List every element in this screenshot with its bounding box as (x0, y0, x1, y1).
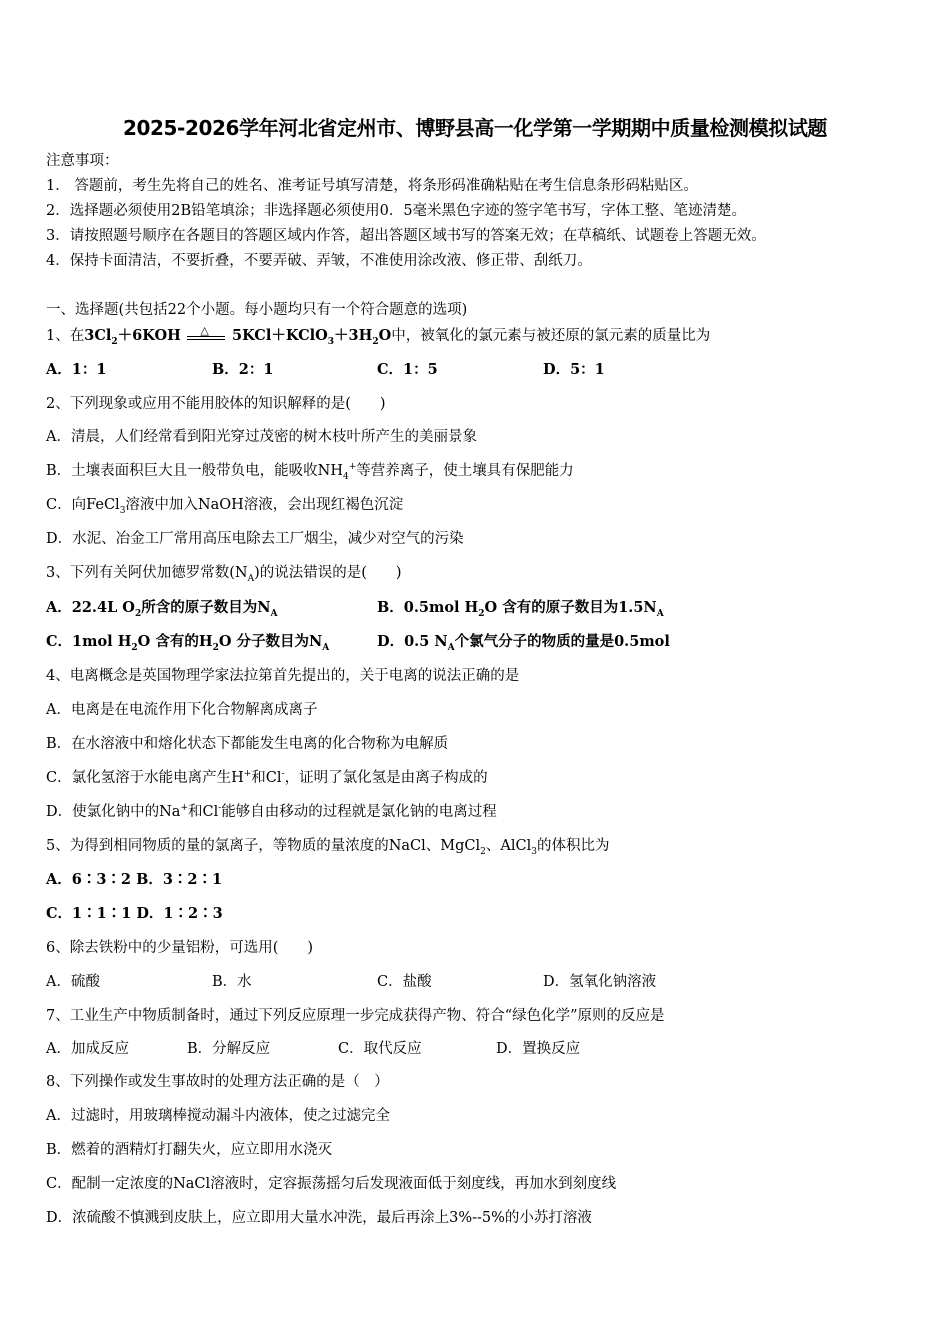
notice-heading: 注意事项： (46, 153, 119, 169)
q6-option-a: A．硫酸 (46, 974, 100, 990)
q4-option-c: C．氯化氢溶于水能电离产生H+和Cl-，证明了氯化氢是由离子构成的 (46, 769, 488, 786)
q4-option-a: A．电离是在电流作用下化合物解离成离子 (46, 702, 318, 718)
question-3-stem: 3、下列有关阿伏加德罗常数$(N_A)$的说法错误的是( ) (46, 565, 402, 584)
question-8-stem: 8、下列操作或发生事故时的处理方法正确的是（ ） (46, 1074, 389, 1090)
q1-option-c: C．1：5 (377, 361, 438, 378)
page-title: 2025-2026学年河北省定州市、博野县高一化学第一学期期中质量检测模拟试题 (122, 116, 828, 140)
q2-option-b: B．土壤表面积巨大且一般带负电，能吸收$NH_4^+$等营养离子，使土壤具有保肥能力 (46, 462, 574, 482)
q3-option-c: C．1mol $H_2O$ 含有的$H_2O$ 分子数目为$N_A$ (46, 633, 330, 653)
q1-option-a: A．1：1 (46, 361, 107, 378)
q3-option-b: B．0.5mol $H_2O$ 含有的原子数目为$1.5N_A$ (377, 599, 664, 619)
question-6-stem: 6、除去铁粉中的少量铝粉，可选用( ) (46, 940, 314, 956)
q5-options-row: A．6∶3∶2 B．3∶2∶1 (46, 871, 223, 888)
q4-option-b: B．在水溶液中和熔化状态下都能发生电离的化合物称为电解质 (46, 736, 449, 752)
q3-option-a: A．22.4L $O_2$所含的原子数目为$N_A$ (46, 599, 278, 619)
q5-options-row: C．1∶1∶1 D．1∶2∶3 (46, 905, 223, 922)
q7-option-d: D．置换反应 (496, 1041, 581, 1057)
q1-option-d: D．5：1 (543, 361, 605, 378)
q2-option-a: A．清晨，人们经常看到阳光穿过茂密的树木枝叶所产生的美丽景象 (46, 429, 477, 445)
q8-option-b: B．燃着的酒精灯打翻失火，应立即用水浇灭 (46, 1142, 333, 1158)
question-5-stem: 5、为得到相同物质的量的氯离子，等物质的量浓度的NaCl、MgCl$_2$、AlCl$_3$的体积比为 (46, 838, 610, 857)
q8-option-c: C．配制一定浓度的NaCl溶液时，定容振荡摇匀后发现液面低于刻度线，再加水到刻度线 (46, 1176, 617, 1192)
q7-option-c: C．取代反应 (338, 1041, 422, 1057)
question-2-stem: 2、下列现象或应用不能用胶体的知识解释的是( ) (46, 396, 386, 412)
q6-option-d: D．氢氧化钠溶液 (543, 974, 657, 990)
q1-option-b: B．2：1 (212, 361, 274, 378)
q8-option-d: D．浓硫酸不慎溅到皮肤上，应立即用大量水冲洗，最后再涂上3%--5%的小苏打溶液 (46, 1210, 592, 1226)
question-7-stem: 7、工业生产中物质制备时，通过下列反应原理一步完成获得产物、符合“绿色化学”原则的反应是 (46, 1008, 665, 1024)
section-heading: 一、选择题(共包括22个小题。每小题均只有一个符合题意的选项) (46, 302, 468, 318)
q4-option-d: D．使氯化钠中的Na+和Cl-能够自由移动的过程就是氯化钠的电离过程 (46, 803, 497, 820)
notice-item: 4．保持卡面清洁，不要折叠，不要弄破、弄皱，不准使用涂改液、修正带、刮纸刀。 (46, 253, 592, 269)
q2-option-c: C．向FeCl$_3$溶液中加入NaOH溶液，会出现红褐色沉淀 (46, 497, 404, 516)
notice-item: 1． 答题前，考生先将自己的姓名、准考证号填写清楚，将条形码准确粘贴在考生信息条形码粘贴区。 (46, 178, 698, 194)
question-1-stem: 1、在$3Cl_2+6KOH$ △ $5KCl+KClO_3+3H_2O$中，被氧化的氯元素与被还原的氯元素的质量比为 (46, 324, 711, 347)
q3-option-d: D．0.5 $N_A$个氯气分子的物质的量是0.5mol (377, 633, 670, 653)
q6-option-c: C．盐酸 (377, 974, 432, 990)
notice-item: 3．请按照题号顺序在各题目的答题区域内作答，超出答题区域书写的答案无效；在草稿纸、试题卷上答题无效。 (46, 228, 766, 244)
heat-equals-sign: △ (187, 327, 225, 343)
q2-option-d: D．水泥、冶金工厂常用高压电除去工厂烟尘，减少对空气的污染 (46, 531, 464, 547)
notice-item: 2．选择题必须使用2B铅笔填涂；非选择题必须使用0．5毫米黑色字迹的签字笔书写，字体工整、笔迹清楚。 (46, 203, 747, 219)
question-4-stem: 4、电离概念是英国物理学家法拉第首先提出的，关于电离的说法正确的是 (46, 668, 520, 684)
q6-option-b: B．水 (212, 974, 252, 990)
q7-option-b: B．分解反应 (187, 1041, 271, 1057)
q8-option-a: A．过滤时，用玻璃棒搅动漏斗内液体，使之过滤完全 (46, 1108, 390, 1124)
q7-option-a: A．加成反应 (46, 1041, 129, 1057)
